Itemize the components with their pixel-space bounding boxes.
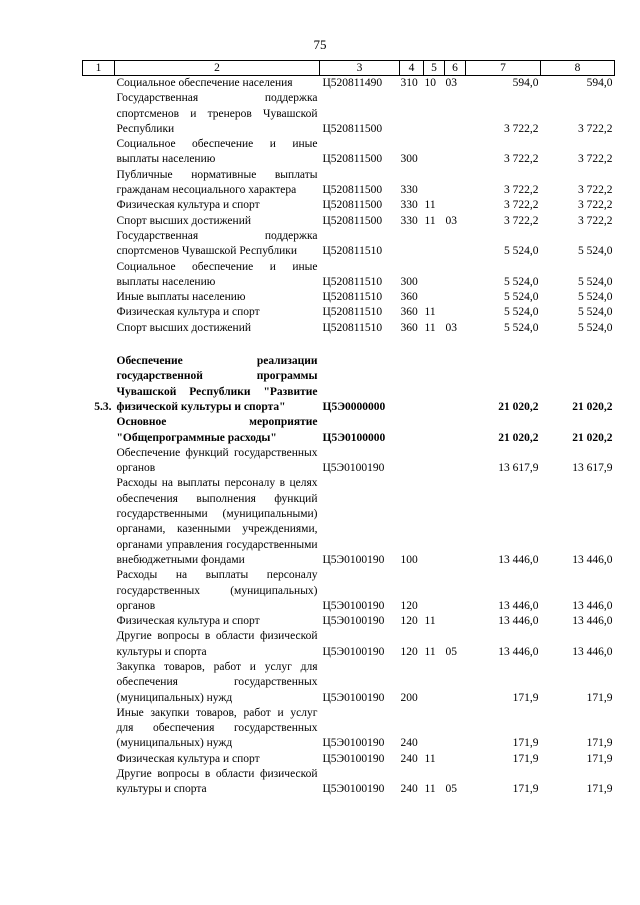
row-amount-col8: 3 722,2	[578, 199, 613, 212]
table-row	[83, 91, 615, 137]
row-number	[83, 290, 115, 305]
header-col-6: 6	[445, 61, 466, 76]
row-subsection	[445, 706, 466, 752]
row-section	[424, 476, 445, 568]
row-code: Ц520811500	[322, 214, 383, 227]
row-name: Другие вопросы в области физической культуры и спорта	[116, 768, 318, 796]
budget-table	[82, 60, 615, 798]
row-amount-col7: 5 524,0	[504, 321, 539, 334]
row-expense-type: 240	[400, 752, 418, 765]
row-amount-col8: 171,9	[586, 783, 613, 796]
row-section: 11	[424, 214, 436, 227]
row-amount-col8: 13 446,0	[572, 615, 613, 628]
table-header-row	[83, 61, 615, 76]
table-row	[83, 629, 615, 660]
row-expense-type: 330	[400, 214, 418, 227]
row-section	[424, 168, 445, 199]
row-code: Ц520811500	[322, 199, 383, 212]
row-code: Ц520811510	[322, 245, 383, 258]
row-number	[83, 260, 115, 291]
row-amount-col8: 171,9	[586, 752, 613, 765]
row-expense-type: 360	[400, 291, 418, 304]
row-amount-col7: 3 722,2	[504, 122, 539, 135]
row-amount-col8: 5 524,0	[578, 245, 613, 258]
row-amount-col7: 3 722,2	[504, 199, 539, 212]
row-amount-col7: 5 524,0	[504, 306, 539, 319]
row-subsection: 05	[445, 783, 457, 796]
row-code: Ц5Э0000000	[322, 400, 386, 413]
table-row	[83, 614, 615, 629]
header-col-2: 2	[115, 61, 320, 76]
row-section	[424, 446, 445, 477]
row-subsection: 03	[445, 321, 457, 334]
row-number: 5.3.	[94, 400, 112, 413]
row-section: 10	[424, 77, 436, 89]
header-col-1: 1	[83, 61, 115, 76]
row-name: Расходы на выплаты персоналу государственных (муниципальных) органов	[116, 569, 318, 612]
row-amount-col8: 3 722,2	[578, 153, 613, 166]
table-body	[83, 76, 615, 798]
row-amount-col8: 21 020,2	[572, 431, 613, 444]
row-amount-col7: 171,9	[512, 783, 539, 796]
row-amount-col7: 21 020,2	[498, 400, 539, 413]
row-code: Ц520811500	[322, 122, 383, 135]
table-row	[83, 415, 615, 446]
row-amount-col8: 13 446,0	[572, 553, 613, 566]
row-name: Закупка товаров, работ и услуг для обеспечения государственных (муниципальных) нужд	[116, 660, 318, 704]
row-section: 11	[424, 306, 436, 319]
row-amount-col7: 594,0	[512, 77, 539, 89]
row-section	[424, 229, 445, 260]
row-number	[83, 76, 115, 92]
table-spacer-row	[83, 336, 615, 354]
row-amount-col7: 13 446,0	[498, 615, 539, 628]
row-code: Ц520811490	[322, 77, 383, 89]
row-number	[83, 321, 115, 336]
row-subsection	[445, 354, 466, 415]
table-row	[83, 290, 615, 305]
row-expense-type: 360	[400, 321, 418, 334]
row-code: Ц520811510	[322, 321, 383, 334]
row-number	[83, 91, 115, 137]
row-expense-type: 360	[400, 306, 418, 319]
row-code: Ц5Э0100190	[322, 615, 385, 628]
row-amount-col8: 21 020,2	[572, 400, 613, 413]
header-col-8: 8	[541, 61, 615, 76]
row-amount-col7: 13 617,9	[498, 462, 539, 475]
row-number	[83, 229, 115, 260]
row-subsection: 05	[445, 645, 457, 658]
row-expense-type: 330	[400, 184, 418, 197]
row-amount-col7: 3 722,2	[504, 153, 539, 166]
row-section: 11	[424, 645, 436, 658]
row-section: 11	[424, 615, 436, 628]
row-subsection	[445, 91, 466, 137]
row-number	[83, 706, 115, 752]
table-row	[83, 198, 615, 213]
row-amount-col8: 13 446,0	[572, 645, 613, 658]
page-number: 75	[313, 37, 327, 52]
row-code: Ц5Э0100190	[322, 752, 385, 765]
row-section	[424, 137, 445, 168]
row-section	[424, 568, 445, 614]
row-expense-type	[400, 415, 424, 446]
row-number	[83, 568, 115, 614]
row-expense-type: 240	[400, 783, 418, 796]
row-section	[424, 660, 445, 706]
row-name: Социальное обеспечение населения	[116, 77, 293, 89]
row-amount-col7: 13 446,0	[498, 645, 539, 658]
table-row	[83, 660, 615, 706]
row-expense-type: 120	[400, 645, 418, 658]
row-amount-col8: 13 446,0	[572, 599, 613, 612]
row-number	[83, 198, 115, 213]
header-col-7: 7	[466, 61, 541, 76]
row-amount-col7: 13 446,0	[498, 553, 539, 566]
row-name: Физическая культура и спорт	[116, 306, 260, 319]
table-row	[83, 137, 615, 168]
row-expense-type: 100	[400, 553, 418, 566]
row-name: Публичные нормативные выплаты гражданам несоциального характера	[116, 168, 318, 197]
table-row	[83, 354, 615, 415]
row-expense-type: 300	[400, 275, 418, 288]
row-subsection	[445, 614, 466, 629]
row-amount-col7: 171,9	[512, 691, 539, 704]
header-col-4: 4	[400, 61, 424, 76]
row-amount-col8: 171,9	[586, 691, 613, 704]
row-section	[424, 354, 445, 415]
row-expense-type: 300	[400, 153, 418, 166]
row-subsection	[445, 415, 466, 446]
row-name: Основное мероприятие "Общепрограммные расходы"	[116, 416, 318, 444]
row-subsection	[445, 229, 466, 260]
row-number	[83, 767, 115, 798]
row-subsection	[445, 168, 466, 199]
row-amount-col7: 171,9	[512, 737, 539, 750]
row-section: 11	[424, 199, 436, 212]
row-subsection	[445, 568, 466, 614]
row-code: Ц520811500	[322, 153, 383, 166]
row-subsection: 03	[445, 77, 457, 89]
row-expense-type	[400, 91, 424, 137]
table-row	[83, 168, 615, 199]
table-row	[83, 446, 615, 477]
spacer-cell	[83, 336, 615, 354]
row-code: Ц520811500	[322, 184, 383, 197]
table-row	[83, 767, 615, 798]
row-subsection: 03	[445, 214, 457, 227]
row-subsection	[445, 660, 466, 706]
row-amount-col8: 3 722,2	[578, 214, 613, 227]
row-number	[83, 305, 115, 320]
row-amount-col7: 3 722,2	[504, 214, 539, 227]
row-expense-type	[400, 229, 424, 260]
row-amount-col8: 171,9	[586, 737, 613, 750]
row-number	[83, 752, 115, 767]
row-amount-col7: 3 722,2	[504, 184, 539, 197]
row-code: Ц5Э0100190	[322, 645, 385, 658]
table-row	[83, 260, 615, 291]
row-code: Ц520811510	[322, 275, 383, 288]
row-amount-col8: 5 524,0	[578, 306, 613, 319]
table-row	[83, 476, 615, 568]
table-row	[83, 321, 615, 336]
row-name: Спорт высших достижений	[116, 214, 252, 227]
row-expense-type	[400, 354, 424, 415]
row-amount-col7: 171,9	[512, 752, 539, 765]
row-amount-col7: 5 524,0	[504, 275, 539, 288]
header-col-5: 5	[424, 61, 445, 76]
table-row	[83, 214, 615, 229]
row-code: Ц5Э0100190	[322, 691, 385, 704]
row-subsection	[445, 198, 466, 213]
row-name: Обеспечение функций государственных органов	[116, 446, 318, 475]
row-number	[83, 137, 115, 168]
row-code: Ц520811510	[322, 306, 383, 319]
row-code: Ц520811510	[322, 291, 383, 304]
row-code: Ц5Э0100190	[322, 553, 385, 566]
row-expense-type: 120	[400, 615, 418, 628]
row-subsection	[445, 446, 466, 477]
row-amount-col7: 5 524,0	[504, 245, 539, 258]
row-name: Государственная поддержка спортсменов и тренеров Чувашской Республики	[116, 92, 318, 135]
row-code: Ц5Э0100190	[322, 783, 385, 796]
table-row	[83, 752, 615, 767]
row-subsection	[445, 290, 466, 305]
row-expense-type: 200	[400, 691, 418, 704]
row-number	[83, 168, 115, 199]
row-section: 11	[424, 783, 436, 796]
row-amount-col7: 21 020,2	[498, 431, 539, 444]
row-amount-col8: 13 617,9	[572, 462, 613, 475]
row-name: Физическая культура и спорт	[116, 199, 260, 212]
row-subsection	[445, 476, 466, 568]
row-number	[83, 214, 115, 229]
row-name: Физическая культура и спорт	[116, 615, 260, 628]
row-amount-col8: 5 524,0	[578, 291, 613, 304]
row-name: Расходы на выплаты персоналу в целях обеспечения выполнения функций государственными (муниципальными) органами, казенными учреждениями, органами управления государственными внебюджетными фондами	[116, 477, 318, 566]
table-row	[83, 76, 615, 92]
row-number	[83, 629, 115, 660]
row-subsection	[445, 260, 466, 291]
row-expense-type	[400, 446, 424, 477]
row-amount-col8: 5 524,0	[578, 275, 613, 288]
header-col-3: 3	[320, 61, 400, 76]
row-subsection	[445, 305, 466, 320]
row-name: Государственная поддержка спортсменов Чувашской Республики	[116, 229, 318, 258]
row-number	[83, 476, 115, 568]
table-row	[83, 568, 615, 614]
row-amount-col7: 5 524,0	[504, 291, 539, 304]
row-code: Ц5Э0100190	[322, 462, 385, 475]
row-amount-col8: 594,0	[586, 77, 613, 89]
row-name: Иные закупки товаров, работ и услуг для обеспечения государственных (муниципальных) нужд	[116, 706, 318, 750]
row-code: Ц5Э0100000	[322, 431, 386, 444]
row-name: Социальное обеспечение и иные выплаты населению	[116, 138, 318, 166]
row-subsection	[445, 137, 466, 168]
row-code: Ц5Э0100190	[322, 737, 385, 750]
row-section: 11	[424, 321, 436, 334]
row-name: Спорт высших достижений	[116, 321, 252, 334]
row-name: Иные выплаты населению	[116, 291, 246, 304]
row-number	[83, 415, 115, 446]
row-name: Физическая культура и спорт	[116, 752, 260, 765]
row-amount-col8: 5 524,0	[578, 321, 613, 334]
table-row	[83, 706, 615, 752]
row-code: Ц5Э0100190	[322, 599, 385, 612]
row-expense-type: 240	[400, 737, 418, 750]
row-section	[424, 260, 445, 291]
row-expense-type: 330	[400, 199, 418, 212]
row-section: 11	[424, 752, 436, 765]
row-expense-type: 310	[400, 77, 418, 89]
row-name: Социальное обеспечение и иные выплаты населению	[116, 260, 318, 288]
row-expense-type: 120	[400, 599, 418, 612]
row-section	[424, 415, 445, 446]
row-section	[424, 290, 445, 305]
row-amount-col8: 3 722,2	[578, 184, 613, 197]
row-number	[83, 614, 115, 629]
row-amount-col7: 13 446,0	[498, 599, 539, 612]
row-subsection	[445, 752, 466, 767]
row-amount-col8: 3 722,2	[578, 122, 613, 135]
row-number	[83, 660, 115, 706]
table-row	[83, 229, 615, 260]
row-name: Обеспечение реализации государственной программы Чувашской Республики "Развитие физической культуры и спорта"	[116, 355, 318, 413]
row-number	[83, 446, 115, 477]
row-section	[424, 706, 445, 752]
table-row	[83, 305, 615, 320]
row-section	[424, 91, 445, 137]
row-name: Другие вопросы в области физической культуры и спорта	[116, 630, 318, 658]
